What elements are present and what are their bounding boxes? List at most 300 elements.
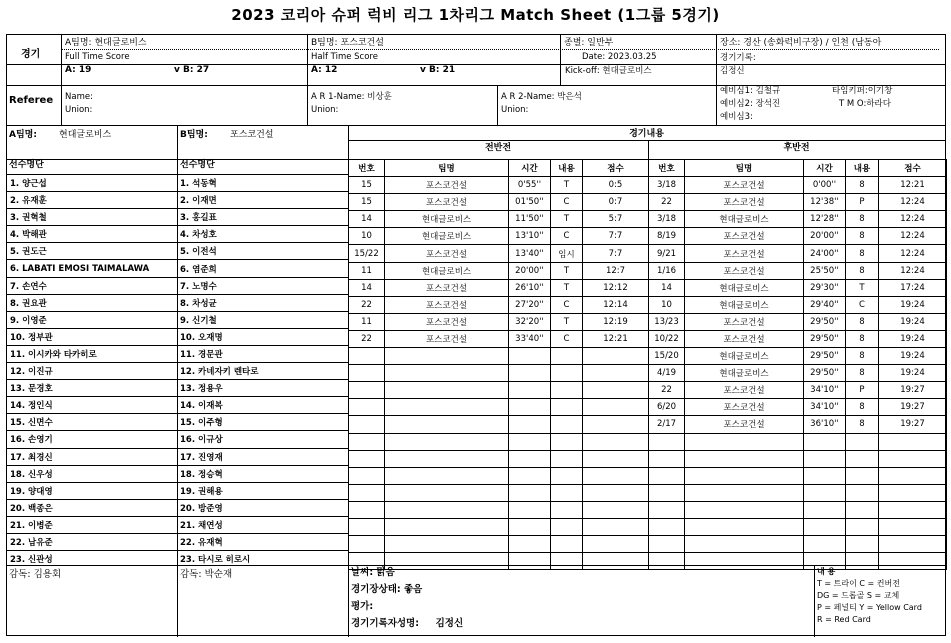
- event-type: C: [551, 228, 583, 245]
- event-number: [349, 501, 385, 518]
- event-team: [385, 501, 509, 518]
- player-name: 10. 정부관: [7, 328, 177, 345]
- writer-name: 김정신: [435, 618, 464, 629]
- event-score: 12:24: [879, 262, 947, 279]
- player-name: 11. 경문관: [177, 345, 348, 362]
- event-score: [583, 399, 649, 416]
- column-header: 팀명: [385, 160, 509, 177]
- player-name: 12. 이진규: [7, 363, 177, 380]
- team-a-players-heading: 선수명단: [9, 160, 44, 170]
- event-type: 8: [846, 211, 879, 228]
- event-time: 11'50'': [509, 211, 551, 228]
- event-team: 포스코건설: [685, 228, 804, 245]
- event-team: [385, 365, 509, 382]
- event-time: [804, 518, 846, 535]
- player-name: 17. 최경신: [7, 448, 177, 465]
- player-name: 2. 이재면: [177, 192, 348, 209]
- event-time: 34'10'': [804, 382, 846, 399]
- event-team: 포스코건설: [385, 296, 509, 313]
- player-name: 21. 이병준: [7, 516, 177, 533]
- event-team: 현대글로비스: [385, 262, 509, 279]
- coach-b-label: 감독:: [180, 569, 202, 580]
- recorder-name: 김정신: [720, 66, 745, 76]
- event-number: 22: [649, 194, 685, 211]
- event-score: 12:14: [583, 296, 649, 313]
- event-score: [583, 501, 649, 518]
- event-score: 7:7: [583, 228, 649, 245]
- event-number: [649, 450, 685, 467]
- coach-b-name: 박순재: [204, 569, 233, 580]
- event-team: 현대글로비스: [685, 279, 804, 296]
- event-team: 포스코건설: [385, 313, 509, 330]
- ar1-union: Union:: [311, 105, 339, 115]
- player-name: 9. 신기철: [177, 311, 348, 328]
- column-header: 점수: [583, 160, 649, 177]
- event-team: [385, 467, 509, 484]
- player-name: 16. 이규상: [177, 431, 348, 448]
- event-score: 12:21: [879, 177, 947, 194]
- event-team: [685, 450, 804, 467]
- fulltime-b: v B: 27: [174, 65, 210, 75]
- event-type: T: [846, 279, 879, 296]
- event-team: 현대글로비스: [385, 211, 509, 228]
- event-time: [509, 518, 551, 535]
- event-time: 29'50'': [804, 313, 846, 330]
- event-time: 12'28'': [804, 211, 846, 228]
- match-events-grid: [348, 159, 947, 570]
- player-name: 8. 차성균: [177, 294, 348, 311]
- event-score: [879, 536, 947, 553]
- legend-line: T = 트라이 C = 컨버전: [817, 579, 900, 588]
- event-score: 19:27: [879, 416, 947, 433]
- first-half-title: 전반전: [484, 143, 512, 153]
- player-name: 20. 백종은: [7, 499, 177, 516]
- player-name: 2. 유재훈: [7, 192, 177, 209]
- event-type: T: [551, 211, 583, 228]
- tmo: T M O:하라다: [839, 99, 891, 109]
- event-number: [349, 484, 385, 501]
- event-team: 포스코건설: [385, 330, 509, 347]
- player-name: 8. 권요관: [7, 294, 177, 311]
- player-name: 3. 홍길표: [177, 209, 348, 226]
- event-number: [349, 382, 385, 399]
- event-time: 24'00'': [804, 245, 846, 262]
- player-name: 19. 양대영: [7, 482, 177, 499]
- legend-line: P = 페널티 Y = Yellow Card: [817, 603, 922, 612]
- team-a-name: 현대글로비스: [59, 130, 112, 140]
- event-team: 포스코건설: [385, 194, 509, 211]
- event-type: [846, 433, 879, 450]
- timekeeper: 타임키퍼:이기창: [832, 86, 893, 96]
- event-type: [846, 501, 879, 518]
- event-time: 29'50'': [804, 330, 846, 347]
- event-number: 9/21: [649, 245, 685, 262]
- event-team: 현대글로비스: [685, 211, 804, 228]
- event-number: [349, 433, 385, 450]
- recorder-label: 경기기록:: [720, 53, 756, 63]
- event-team: 포스코건설: [385, 245, 509, 262]
- event-number: [349, 365, 385, 382]
- event-time: 20'00'': [509, 262, 551, 279]
- player-name: 5. 이전석: [177, 243, 348, 260]
- event-number: 15: [349, 194, 385, 211]
- event-score: [583, 365, 649, 382]
- event-team: [685, 484, 804, 501]
- event-time: [509, 365, 551, 382]
- event-score: 17:24: [879, 279, 947, 296]
- column-header: 시간: [509, 160, 551, 177]
- event-time: [804, 467, 846, 484]
- event-number: 1/16: [649, 262, 685, 279]
- player-name: 6. LABATI EMOSI TAIMALAWA: [7, 260, 177, 277]
- event-type: [551, 382, 583, 399]
- event-type: [846, 536, 879, 553]
- player-name: 21. 채연성: [177, 516, 348, 533]
- event-team: [685, 536, 804, 553]
- event-score: 12:24: [879, 211, 947, 228]
- referee-label: Referee: [9, 95, 54, 106]
- event-number: 15/22: [349, 245, 385, 262]
- event-score: 12:21: [583, 330, 649, 347]
- column-header: 시간: [804, 160, 846, 177]
- column-header: 점수: [879, 160, 947, 177]
- event-time: 0'00'': [804, 177, 846, 194]
- event-team: [385, 553, 509, 570]
- event-type: [551, 518, 583, 535]
- player-name: 15. 이주형: [177, 414, 348, 431]
- player-name: 23. 타시로 히로시: [177, 551, 348, 568]
- event-type: [846, 450, 879, 467]
- event-team: [385, 536, 509, 553]
- fulltime-a: A: 19: [65, 65, 92, 75]
- team-a-header: A팀명: 현대글로비스: [65, 38, 147, 48]
- event-score: [583, 467, 649, 484]
- reserve-1: 예비심1: 김철규: [720, 86, 781, 96]
- event-team: 포스코건설: [685, 313, 804, 330]
- event-number: 6/20: [649, 399, 685, 416]
- event-type: 8: [846, 262, 879, 279]
- event-team: [385, 433, 509, 450]
- event-time: [509, 399, 551, 416]
- event-number: [649, 484, 685, 501]
- halftime-b: v B: 21: [420, 65, 456, 75]
- event-team: [385, 399, 509, 416]
- player-name: 22. 남유준: [7, 533, 177, 550]
- player-name: 3. 권혁철: [7, 209, 177, 226]
- event-score: [583, 433, 649, 450]
- weather: 날씨: 맑음: [351, 567, 395, 578]
- event-type: 8: [846, 245, 879, 262]
- event-number: 15: [349, 177, 385, 194]
- referee-union: Union:: [65, 105, 93, 115]
- event-time: 33'40'': [509, 330, 551, 347]
- coach-a-name: 김용회: [33, 569, 62, 580]
- team-a-player-list: [7, 174, 177, 567]
- event-score: [583, 553, 649, 570]
- event-number: 15/20: [649, 348, 685, 365]
- event-score: [583, 416, 649, 433]
- event-score: 19:24: [879, 330, 947, 347]
- event-team: 포스코건설: [685, 330, 804, 347]
- event-score: [879, 467, 947, 484]
- event-score: [583, 518, 649, 535]
- event-type: [551, 399, 583, 416]
- event-type: 8: [846, 313, 879, 330]
- event-number: 3/18: [649, 211, 685, 228]
- event-time: [509, 433, 551, 450]
- event-number: 2/17: [649, 416, 685, 433]
- event-time: [804, 501, 846, 518]
- halftime-label: Half Time Score: [311, 52, 378, 62]
- event-team: [685, 553, 804, 570]
- event-type: C: [846, 296, 879, 313]
- player-name: 12. 카네자키 렌타로: [177, 363, 348, 380]
- event-score: [583, 484, 649, 501]
- event-type: [551, 501, 583, 518]
- event-score: 12:19: [583, 313, 649, 330]
- event-score: [583, 382, 649, 399]
- legend-line: DG = 드롭골 S = 교체: [817, 591, 900, 600]
- event-number: [349, 399, 385, 416]
- content-title: 경기내용: [629, 129, 664, 139]
- player-name: 9. 이영준: [7, 311, 177, 328]
- game-label: 경기: [21, 49, 41, 60]
- event-type: [551, 433, 583, 450]
- event-time: 29'50'': [804, 365, 846, 382]
- player-name: 4. 차성호: [177, 226, 348, 243]
- column-header: 팀명: [685, 160, 804, 177]
- event-team: 포스코건설: [685, 262, 804, 279]
- event-team: [385, 416, 509, 433]
- event-time: [509, 553, 551, 570]
- event-number: 4/19: [649, 365, 685, 382]
- event-number: 8/19: [649, 228, 685, 245]
- event-team: [385, 382, 509, 399]
- second-half-title: 후반전: [783, 143, 810, 153]
- event-type: T: [551, 262, 583, 279]
- event-type: 8: [846, 399, 879, 416]
- event-number: [649, 536, 685, 553]
- event-number: [649, 518, 685, 535]
- writer-label: 경기기록자성명:: [351, 618, 420, 629]
- event-team: [385, 484, 509, 501]
- event-type: [551, 365, 583, 382]
- event-time: [509, 467, 551, 484]
- event-number: 22: [349, 330, 385, 347]
- venue: 장소: 경산 (송화럭비구장) / 인천 (남동아: [720, 38, 882, 48]
- event-time: 20'00'': [804, 228, 846, 245]
- event-time: 01'50'': [509, 194, 551, 211]
- event-time: [804, 536, 846, 553]
- reserve-2: 예비심2: 장석진: [720, 99, 781, 109]
- reserve-3: 예비심3:: [720, 112, 753, 122]
- event-type: 8: [846, 330, 879, 347]
- legend-line: R = Red Card: [817, 615, 871, 624]
- event-time: [509, 536, 551, 553]
- fulltime-label: Full Time Score: [65, 52, 130, 62]
- player-name: 7. 노명수: [177, 277, 348, 294]
- event-number: 11: [349, 262, 385, 279]
- player-name: 10. 오재명: [177, 328, 348, 345]
- event-score: [583, 536, 649, 553]
- event-score: [879, 501, 947, 518]
- event-number: [649, 553, 685, 570]
- legend-title: 내 용: [817, 567, 836, 576]
- event-number: 14: [349, 211, 385, 228]
- player-name: 17. 진영재: [177, 448, 348, 465]
- team-b-player-list: [177, 174, 348, 567]
- event-number: [349, 348, 385, 365]
- event-time: 25'50'': [804, 262, 846, 279]
- event-time: 12'38'': [804, 194, 846, 211]
- event-type: 8: [846, 348, 879, 365]
- player-name: 18. 정승혁: [177, 465, 348, 482]
- event-team: [685, 433, 804, 450]
- event-score: 12:12: [583, 279, 649, 296]
- event-score: 12:7: [583, 262, 649, 279]
- player-name: 4. 박해관: [7, 226, 177, 243]
- event-score: 7:7: [583, 245, 649, 262]
- ar2-union: Union:: [501, 105, 529, 115]
- player-name: 19. 권해용: [177, 482, 348, 499]
- event-team: 포스코건설: [685, 245, 804, 262]
- player-name: 13. 정용우: [177, 380, 348, 397]
- player-name: 15. 신면수: [7, 414, 177, 431]
- event-team: 포스코건설: [685, 399, 804, 416]
- page-title: 2023 코리아 슈퍼 럭비 리그 1차리그 Match Sheet (1그룹 5경기): [231, 6, 720, 24]
- event-number: [649, 501, 685, 518]
- kickoff: Kick-off: 현대글로비스: [565, 66, 652, 76]
- event-team: [385, 348, 509, 365]
- event-number: 14: [649, 279, 685, 296]
- event-time: 0'55'': [509, 177, 551, 194]
- event-type: [551, 484, 583, 501]
- event-score: [879, 484, 947, 501]
- player-name: 11. 이시카와 타카히로: [7, 345, 177, 362]
- ground-condition: 경기장상태: 좋음: [351, 584, 423, 595]
- event-team: 현대글로비스: [685, 365, 804, 382]
- event-time: 13'40'': [509, 245, 551, 262]
- event-type: [846, 518, 879, 535]
- event-time: 13'10'': [509, 228, 551, 245]
- team-b-header: B팀명: 포스코건설: [311, 38, 384, 48]
- category: 종별: 일반부: [564, 38, 614, 48]
- event-team: [685, 501, 804, 518]
- event-time: 32'20'': [509, 313, 551, 330]
- team-b-players-heading: 선수명단: [180, 160, 215, 170]
- coach-a-label: 감독:: [9, 569, 31, 580]
- event-score: 0:7: [583, 194, 649, 211]
- event-score: 12:24: [879, 194, 947, 211]
- event-time: 27'20'': [509, 296, 551, 313]
- column-header: 번호: [649, 160, 685, 177]
- event-team: [685, 518, 804, 535]
- player-name: 22. 유재혁: [177, 533, 348, 550]
- referee-name: Name:: [65, 92, 93, 102]
- event-number: 22: [349, 296, 385, 313]
- ar2-name: A R 2-Name: 박은석: [501, 92, 582, 102]
- event-score: [879, 450, 947, 467]
- event-number: 22: [649, 382, 685, 399]
- column-header: 내용: [551, 160, 583, 177]
- player-name: 13. 문경호: [7, 380, 177, 397]
- event-type: 임시: [551, 245, 583, 262]
- event-score: 19:24: [879, 365, 947, 382]
- event-time: 26'10'': [509, 279, 551, 296]
- evaluation: 평가:: [351, 601, 374, 612]
- match-sheet-frame: [6, 34, 946, 636]
- event-time: 34'10'': [804, 399, 846, 416]
- match-date: Date: 2023.03.25: [582, 52, 657, 62]
- event-team: 현대글로비스: [685, 296, 804, 313]
- event-number: 10: [649, 296, 685, 313]
- event-team: 포스코건설: [685, 382, 804, 399]
- event-score: 19:27: [879, 399, 947, 416]
- event-number: 10: [349, 228, 385, 245]
- event-score: 12:24: [879, 228, 947, 245]
- event-type: P: [846, 382, 879, 399]
- player-name: 7. 손연수: [7, 277, 177, 294]
- player-name: 16. 손영기: [7, 431, 177, 448]
- event-type: [551, 416, 583, 433]
- player-name: 1. 양근섭: [7, 175, 177, 192]
- event-score: 0:5: [583, 177, 649, 194]
- event-time: 36'10'': [804, 416, 846, 433]
- event-type: [551, 348, 583, 365]
- event-number: [649, 467, 685, 484]
- event-team: [385, 518, 509, 535]
- event-time: [804, 433, 846, 450]
- event-type: C: [551, 330, 583, 347]
- player-name: 14. 정인식: [7, 397, 177, 414]
- event-time: [509, 382, 551, 399]
- event-time: [509, 450, 551, 467]
- event-score: [583, 348, 649, 365]
- event-type: T: [551, 279, 583, 296]
- player-name: 1. 석동혁: [177, 175, 348, 192]
- event-time: [509, 416, 551, 433]
- event-team: [685, 467, 804, 484]
- event-type: [551, 450, 583, 467]
- event-type: T: [551, 177, 583, 194]
- event-score: 19:24: [879, 348, 947, 365]
- event-type: [551, 536, 583, 553]
- event-team: 현대글로비스: [385, 228, 509, 245]
- event-type: [846, 467, 879, 484]
- event-type: 8: [846, 365, 879, 382]
- event-time: 29'40'': [804, 296, 846, 313]
- player-name: 18. 신우성: [7, 465, 177, 482]
- event-time: [509, 501, 551, 518]
- column-header: 번호: [349, 160, 385, 177]
- event-type: [846, 484, 879, 501]
- event-team: 포스코건설: [685, 416, 804, 433]
- event-team: 포스코건설: [685, 177, 804, 194]
- event-team: 포스코건설: [385, 177, 509, 194]
- event-score: 19:24: [879, 313, 947, 330]
- column-header: 내용: [846, 160, 879, 177]
- event-number: [349, 416, 385, 433]
- event-number: [649, 433, 685, 450]
- event-score: [879, 433, 947, 450]
- event-number: [349, 450, 385, 467]
- event-team: 현대글로비스: [685, 348, 804, 365]
- event-time: 29'50'': [804, 348, 846, 365]
- halftime-a: A: 12: [311, 65, 338, 75]
- event-type: C: [551, 296, 583, 313]
- event-score: 19:24: [879, 296, 947, 313]
- team-b-label: B팀명:: [180, 130, 208, 140]
